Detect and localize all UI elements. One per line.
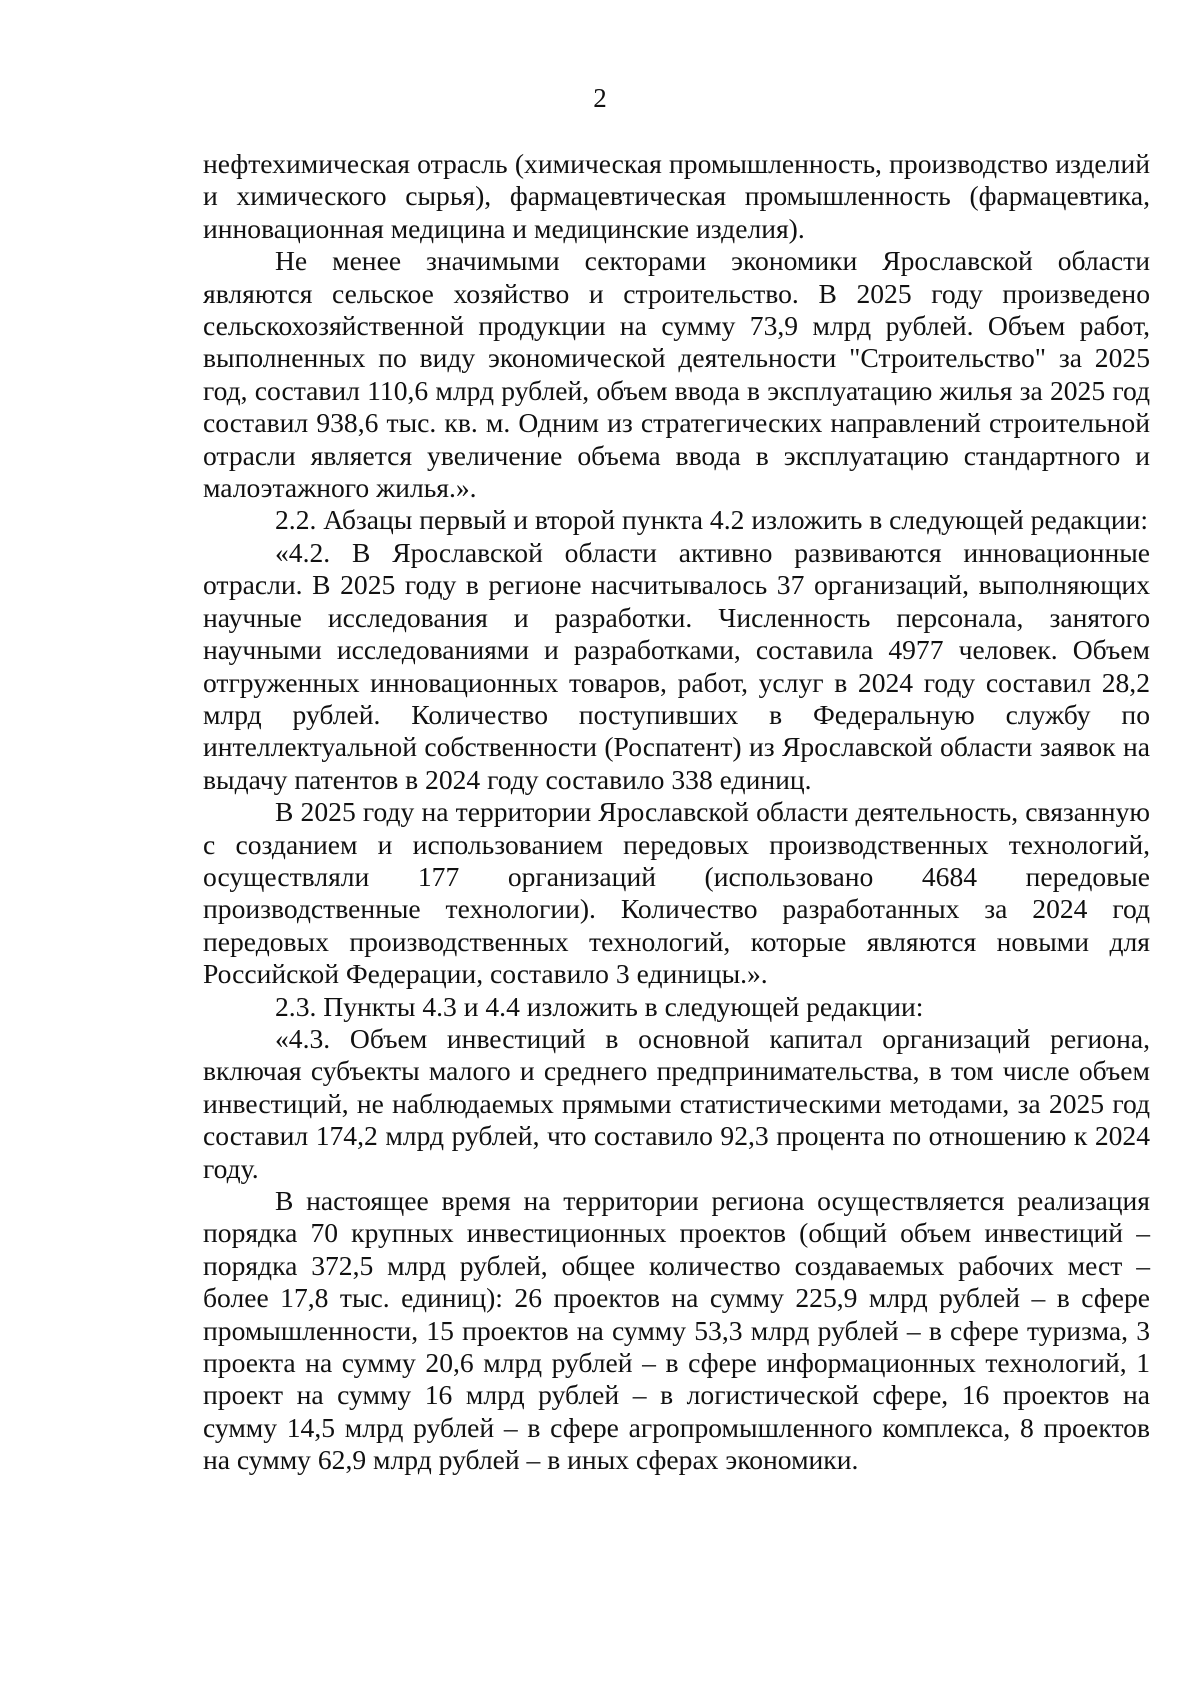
paragraph-2: Не менее значимыми секторами экономики Ярославской области являются сельское хозяйство и строительство. В 2025 году произведено сельскохозяйственной продукции на сумму 73,9 млрд рублей. Объем работ, выполненных по виду экономической деятельности "Строительство" за 2025 год, составил 110,6 млрд рублей, объем ввода в эксплуатацию жилья за 2025 год составил 938,6 тыс. кв. м. Одним из стратегических направлений строительной отрасли является увеличение объема ввода в эксплуатацию стандартного и малоэтажного жилья.». xyxy=(203,245,1150,504)
page-number: 2 xyxy=(593,83,607,113)
paragraph-8: В настоящее время на территории региона осуществляется реализация порядка 70 крупных инвестиционных проектов (общий объем инвестиций – порядка 372,5 млрд рублей, общее количество создаваемых рабочих мест – более 17,8 тыс. единиц): 26 проектов на сумму 225,9 млрд рублей – в сфере промышленности, 15 проектов на сумму 53,3 млрд рублей – в сфере туризма, 3 проекта на сумму 20,6 млрд рублей – в сфере информационных технологий, 1 проект на сумму 16 млрд рублей – в логистической сфере, 16 проектов на сумму 14,5 млрд рублей – в сфере агропромышленного комплекса, 8 проектов на сумму 62,9 млрд рублей – в иных сферах экономики. xyxy=(203,1185,1150,1476)
paragraph-5: В 2025 году на территории Ярославской области деятельность, связанную с созданием и использованием передовых производственных технологий, осуществляли 177 организаций (использовано 4684 передовые производственные технологии). Количество разработанных за 2024 год передовых производственных технологий, которые являются новыми для Российской Федерации, составило 3 единицы.». xyxy=(203,796,1150,990)
paragraph-1: нефтехимическая отрасль (химическая промышленность, производство изделий и химического сырья), фармацевтическая промышленность (фармацевтика, инновационная медицина и медицинские изделия). xyxy=(203,148,1150,244)
document-body xyxy=(203,148,1150,1477)
paragraph-3: 2.2. Абзацы первый и второй пункта 4.2 изложить в следующей редакции: xyxy=(275,504,1149,536)
paragraph-6: 2.3. Пункты 4.3 и 4.4 изложить в следующей редакции: xyxy=(275,990,924,1022)
paragraph-7: «4.3. Объем инвестиций в основной капитал организаций региона, включая субъекты малого и среднего предпринимательства, в том числе объем инвестиций, не наблюдаемых прямыми статистическими методами, за 2025 год составил 174,2 млрд рублей, что составило 92,3 процента по отношению к 2024 году. xyxy=(203,1022,1150,1184)
paragraph-4: «4.2. В Ярославской области активно развиваются инновационные отрасли. В 2025 году в регионе насчитывалось 37 организаций, выполняющих научные исследования и разработки. Численность персонала, занятого научными исследованиями и разработками, составила 4977 человек. Объем отгруженных инновационных товаров, работ, услуг в 2024 году составил 28,2 млрд рублей. Количество поступивших в Федеральную службу по интеллектуальной собственности (Роспатент) из Ярославской области заявок на выдачу патентов в 2024 году составило 338 единиц. xyxy=(203,536,1150,795)
